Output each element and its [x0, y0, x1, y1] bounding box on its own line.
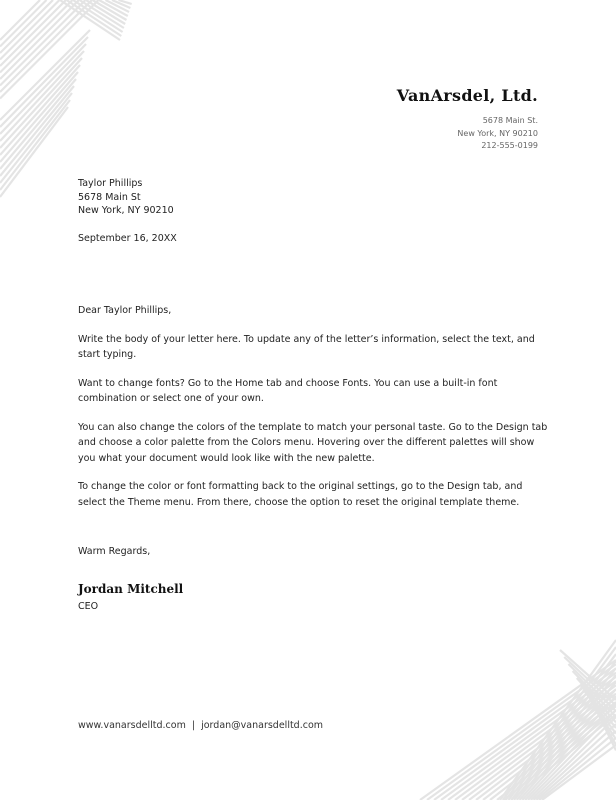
stripe-line	[0, 58, 82, 148]
body-paragraph: Want to change fonts? Go to the Home tab and choose Fonts. You can use a built-in font combination or select one of your own.	[78, 377, 498, 404]
stripe-line	[0, 0, 66, 66]
stripe-line	[0, 0, 79, 79]
company-city: New York, NY 90210	[457, 128, 538, 138]
footer-contact	[78, 720, 323, 731]
company-address	[238, 115, 538, 153]
footer-email[interactable]: jordan@vanarsdelltd.com	[201, 720, 324, 731]
body-paragraph: Write the body of your letter here. To update any of the letter’s information, select the text, and start typing.	[78, 333, 535, 360]
company-name: VanArsdel, Ltd.	[396, 86, 538, 105]
recipient-name: Taylor Phillips	[78, 178, 143, 189]
stripe-line	[0, 44, 86, 134]
body-paragraph: To change the color or font formatting back to the original settings, go to the Design tab, and select the Theme menu. From there, choose the option to reset the original template theme.	[78, 481, 523, 508]
stripe-line	[0, 107, 68, 197]
stripe-line	[0, 93, 72, 183]
company-phone: 212-555-0199	[481, 141, 538, 150]
salutation: Dear Taylor Phillips,	[78, 305, 172, 316]
company-street: 5678 Main St.	[482, 116, 538, 125]
stripe-line	[0, 79, 76, 169]
signer-title: CEO	[78, 601, 99, 612]
recipient-street: 5678 Main St	[78, 191, 141, 203]
company-header	[238, 86, 538, 153]
letter-body	[78, 303, 548, 523]
footer-separator: |	[191, 720, 196, 731]
body-paragraph: You can also change the colors of the template to match your personal taste. Go to the Design tab and choose a color palette from the Colors menu. Hovering over the different palettes will show you what your document would look like with the new palette.	[78, 421, 548, 464]
recipient-city: New York, NY 90210	[78, 205, 174, 216]
stripe-line	[0, 100, 70, 190]
letter-date: September 16, 20XX	[78, 233, 177, 244]
stripe-line	[0, 51, 84, 141]
closing: Warm Regards,	[78, 546, 151, 557]
signer-name: Jordan Mitchell	[78, 582, 184, 596]
footer-website[interactable]: www.vanarsdelltd.com	[78, 720, 186, 731]
stripe-line	[0, 86, 74, 176]
top-left-stripe-pattern	[0, 0, 132, 197]
recipient-address	[78, 177, 174, 218]
bottom-right-stripe-pattern	[420, 640, 616, 800]
